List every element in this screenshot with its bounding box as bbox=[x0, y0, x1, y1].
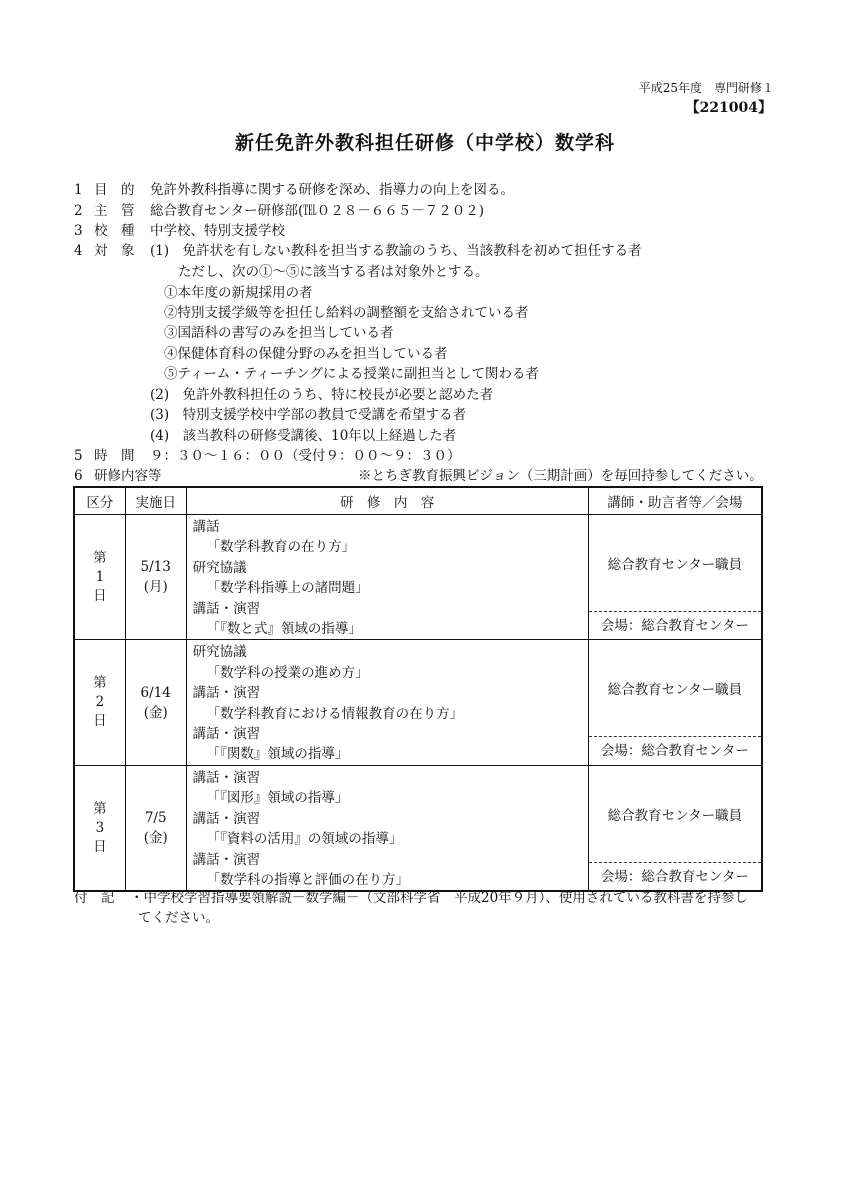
date-cell bbox=[125, 640, 186, 765]
day-number: 2 bbox=[95, 694, 105, 711]
day-char: 第 bbox=[93, 549, 107, 566]
weekday: (金) bbox=[143, 704, 168, 721]
date-cell bbox=[125, 515, 186, 640]
session-type: 研究協議 bbox=[192, 644, 247, 661]
footnote-text: ・中学校学習指導要領解説－数学編－（文部科学省 平成20年９月）、使用されている教科書を持参し bbox=[130, 890, 748, 906]
staff-cell bbox=[588, 765, 762, 891]
weekday: (月) bbox=[143, 579, 168, 596]
session-type: 研究協議 bbox=[192, 559, 247, 576]
exclusion-item: ②特別支援学級等を担任し給料の調整額を支給されている者 bbox=[164, 305, 529, 321]
item-label: 時 間 bbox=[94, 448, 135, 464]
item-number: 2 bbox=[74, 203, 83, 219]
item-label: 目 的 bbox=[94, 182, 135, 198]
session-topic: 「『図形』領域の指導」 bbox=[206, 790, 349, 807]
staff-cell bbox=[588, 515, 762, 640]
content-cell bbox=[186, 640, 588, 765]
exclusion-item: ④保健体育科の保健分野のみを担当している者 bbox=[164, 346, 448, 362]
date-cell bbox=[125, 765, 186, 891]
item-text: (1) 免許状を有しない教科を担当する教諭のうち、当該教科を初めて担任する者 bbox=[150, 243, 642, 259]
year-label: 平成25年度 専門研修１ bbox=[638, 81, 774, 95]
item-number: 4 bbox=[74, 243, 83, 259]
target-other: (4) 該当教科の研修受講後、10年以上経過した者 bbox=[150, 428, 457, 444]
item-label: 校 種 bbox=[94, 223, 135, 239]
session-type: 講話・演習 bbox=[192, 600, 261, 617]
footnote bbox=[74, 888, 748, 928]
table-row bbox=[74, 640, 762, 765]
day-cell bbox=[74, 765, 125, 891]
course-code: 【221004】 bbox=[685, 100, 772, 116]
table-row bbox=[74, 515, 762, 640]
footnote-label: 付 記 bbox=[74, 890, 115, 906]
instructor: 総合教育センター職員 bbox=[589, 640, 761, 737]
session-type: 講話・演習 bbox=[192, 810, 261, 827]
table-row bbox=[74, 765, 762, 891]
header-date: 実施日 bbox=[125, 487, 186, 515]
exclusion-item: ①本年度の新規採用の者 bbox=[164, 285, 313, 301]
staff-cell bbox=[588, 640, 762, 765]
header-content: 研 修 内 容 bbox=[186, 487, 588, 515]
item-content-heading bbox=[74, 466, 162, 486]
session-topic: 「数学科教育の在り方」 bbox=[206, 539, 356, 556]
item-purpose bbox=[74, 180, 514, 200]
content-cell bbox=[186, 515, 588, 640]
weekday: (金) bbox=[143, 830, 168, 847]
item-school-type bbox=[74, 221, 285, 241]
item-text: 中学校、特別支援学校 bbox=[150, 223, 285, 239]
schedule-table bbox=[73, 486, 763, 892]
session-type: 講話・演習 bbox=[192, 769, 261, 786]
session-topic: 「『関数』領域の指導」 bbox=[206, 746, 349, 763]
date-value: 7/5 bbox=[144, 810, 167, 827]
item-number: 3 bbox=[74, 223, 83, 239]
item-label: 主 管 bbox=[94, 203, 135, 219]
header-staff-venue: 講師・助言者等／会場 bbox=[588, 487, 762, 515]
session-type: 講話・演習 bbox=[192, 851, 261, 868]
item-number: 1 bbox=[74, 182, 83, 198]
item-text: 免許外教科指導に関する研修を深め、指導力の向上を図る。 bbox=[150, 182, 514, 198]
venue: 会場：総合教育センター bbox=[600, 868, 749, 885]
page-title: 新任免許外教科担任研修（中学校）数学科 bbox=[234, 132, 615, 154]
item-organizer bbox=[74, 201, 484, 221]
session-topic: 「数学科教育における情報教育の在り方」 bbox=[206, 705, 464, 722]
day-char: 日 bbox=[93, 587, 107, 604]
session-type: 講話・演習 bbox=[192, 726, 261, 743]
item-label: 対 象 bbox=[94, 243, 135, 259]
item-text: 総合教育センター研修部(℡０２８－６６５－７２０２) bbox=[150, 203, 484, 219]
target-note: ただし、次の①～⑤に該当する者は対象外とする。 bbox=[178, 264, 489, 280]
session-topic: 「数学科の授業の進め方」 bbox=[206, 664, 369, 681]
target-other: (3) 特別支援学校中学部の教員で受講を希望する者 bbox=[150, 407, 467, 423]
header-division: 区分 bbox=[74, 487, 125, 515]
date-value: 5/13 bbox=[140, 559, 171, 576]
table-header-row bbox=[74, 487, 762, 515]
session-topic: 「数学科の指導と評価の在り方」 bbox=[206, 871, 410, 888]
day-char: 日 bbox=[93, 838, 107, 855]
item-label: 研修内容等 bbox=[94, 468, 162, 484]
venue: 会場：総合教育センター bbox=[600, 618, 749, 634]
session-topic: 「『数と式』領域の指導」 bbox=[206, 621, 362, 638]
day-char: 第 bbox=[93, 675, 107, 692]
target-other: (2) 免許外教科担任のうち、特に校長が必要と認めた者 bbox=[150, 387, 494, 403]
session-type: 講話 bbox=[192, 519, 220, 535]
exclusion-item: ③国語科の書写のみを担当している者 bbox=[164, 325, 394, 341]
instructor: 総合教育センター職員 bbox=[589, 515, 761, 612]
content-cell bbox=[186, 765, 588, 891]
item-number: 5 bbox=[74, 448, 83, 464]
item-text: ９：３０～１６：００（受付９：００～９：３０） bbox=[150, 448, 461, 464]
exclusion-item: ⑤ティーム・ティーチングによる授業に副担当として関わる者 bbox=[164, 366, 539, 382]
day-number: 3 bbox=[95, 819, 105, 836]
item-number: 6 bbox=[74, 468, 83, 484]
bring-vision-note: ※とちぎ教育振興ビジョン（三期計画）を毎回持参してください。 bbox=[358, 468, 763, 484]
venue: 会場：総合教育センター bbox=[600, 743, 749, 760]
footnote-text-cont: てください。 bbox=[138, 910, 219, 926]
session-type: 講話・演習 bbox=[192, 685, 261, 702]
item-target bbox=[74, 241, 642, 261]
day-cell bbox=[74, 640, 125, 765]
item-time bbox=[74, 446, 461, 466]
day-char: 日 bbox=[93, 713, 107, 730]
day-number: 1 bbox=[95, 568, 105, 585]
instructor: 総合教育センター職員 bbox=[589, 766, 761, 863]
session-topic: 「数学科指導上の諸問題」 bbox=[206, 580, 369, 597]
day-char: 第 bbox=[93, 800, 107, 817]
date-value: 6/14 bbox=[140, 684, 171, 701]
session-topic: 「『資料の活用』の領域の指導」 bbox=[206, 831, 403, 848]
day-cell bbox=[74, 515, 125, 640]
